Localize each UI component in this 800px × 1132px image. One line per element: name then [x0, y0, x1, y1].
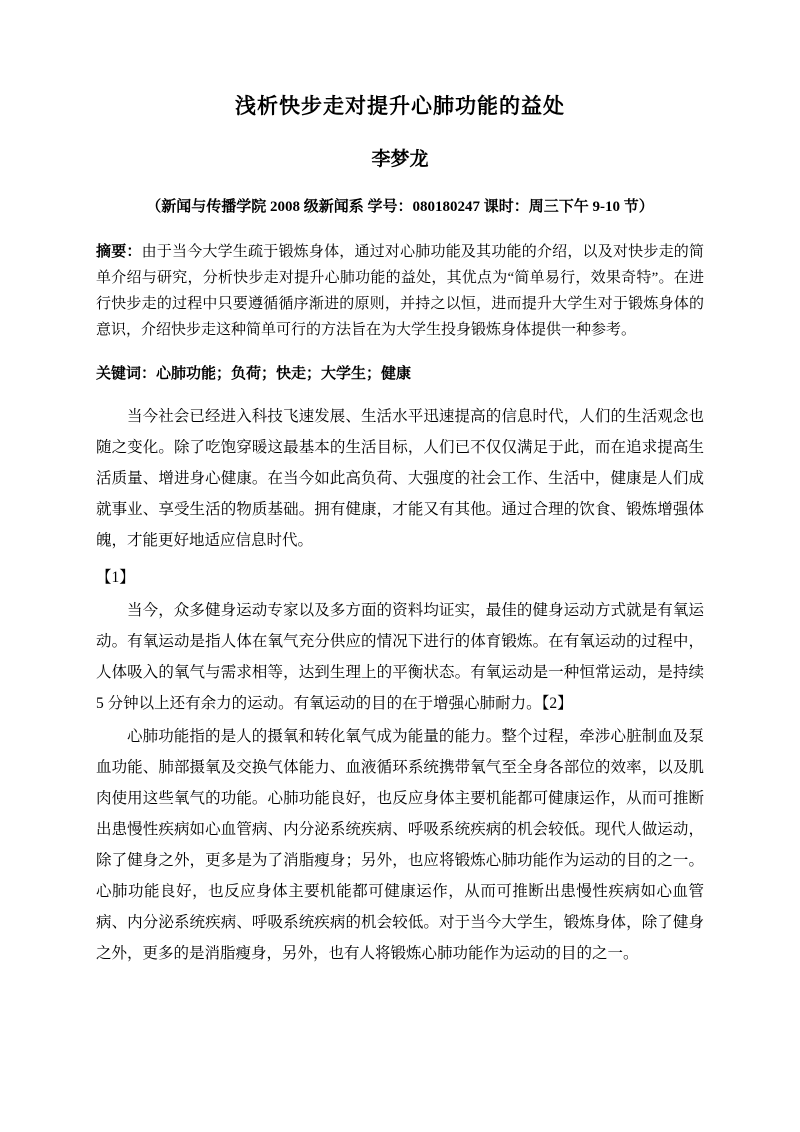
page-title: 浅析快步走对提升心肺功能的益处	[235, 94, 565, 118]
abstract-label: 摘要：	[96, 244, 142, 261]
keywords-line: 关键词：心肺功能；负荷；快走；大学生；健康	[96, 365, 412, 382]
author-affiliation: （新闻与传播学院 2008 级新闻系 学号：080180247 课时：周三下午 9-10 节）	[146, 198, 654, 215]
body-paragraph-1: 当今社会已经进入科技飞速发展、生活水平迅速提高的信息时代，人们的生活观念也随之变化。除了吃饱穿暖这最基本的生活目标，人们已不仅仅满足于此，而在追求提高生活质量、增进身心健康。在当今如此高负荷、大强度的社会工作、生活中，健康是人们成就事业、享受生活的物质基础。拥有健康，才能又有其他。通过合理的饮食、锻炼增强体魄，才能更好地适应信息时代。	[96, 408, 704, 550]
abstract-block	[96, 240, 704, 343]
body-paragraph-2: 当今，众多健身运动专家以及多方面的资料均证实，最佳的健身运动方式就是有氧运动。有氧运动是指人体在氧气充分供应的情况下进行的体育锻炼。在有氧运动的过程中，人体吸入的氧气与需求相等，达到生理上的平衡状态。有氧运动是一种恒常运动，是持续 5 分钟以上还有余力的运动。有氧运动的目的在于增强心肺耐力。【2】	[96, 602, 704, 713]
abstract-text: 由于当今大学生疏于锻炼身体，通过对心肺功能及其功能的介绍，以及对快步走的简单介绍与研究，分析快步走对提升心肺功能的益处，其优点为“简单易行，效果奇特”。在进行快步走的过程中只要遵循循序渐进的原则，并持之以恒，进而提升大学生对于锻炼身体的意识，介绍快步走这种简单可行的方法旨在为大学生投身锻炼身体提供一种参考。	[96, 244, 704, 338]
body-paragraph-3: 心肺功能指的是人的摄氧和转化氧气成为能量的能力。整个过程，牵涉心脏制血及泵血功能、肺部摄氧及交换气体能力、血液循环系统携带氧气至全身各部位的效率，以及肌肉使用这些氧气的功能。心肺功能良好，也反应身体主要机能都可健康运作，从而可推断出患慢性疾病如心血管病、内分泌系统疾病、呼吸系统疾病的机会较低。现代人做运动，除了健身之外，更多是为了消脂瘦身；另外，也应将锻炼心肺功能作为运动的目的之一。心肺功能良好，也反应身体主要机能都可健康运作，从而可推断出患慢性疾病如心血管病、内分泌系统疾病、呼吸系统疾病的机会较低。对于当今大学生，锻炼身体，除了健身之外，更多的是消脂瘦身，另外，也有人将锻炼心肺功能作为运动的目的之一。	[96, 728, 704, 963]
reference-marker-1: 【1】	[96, 569, 135, 587]
author-name: 李梦龙	[371, 149, 429, 171]
